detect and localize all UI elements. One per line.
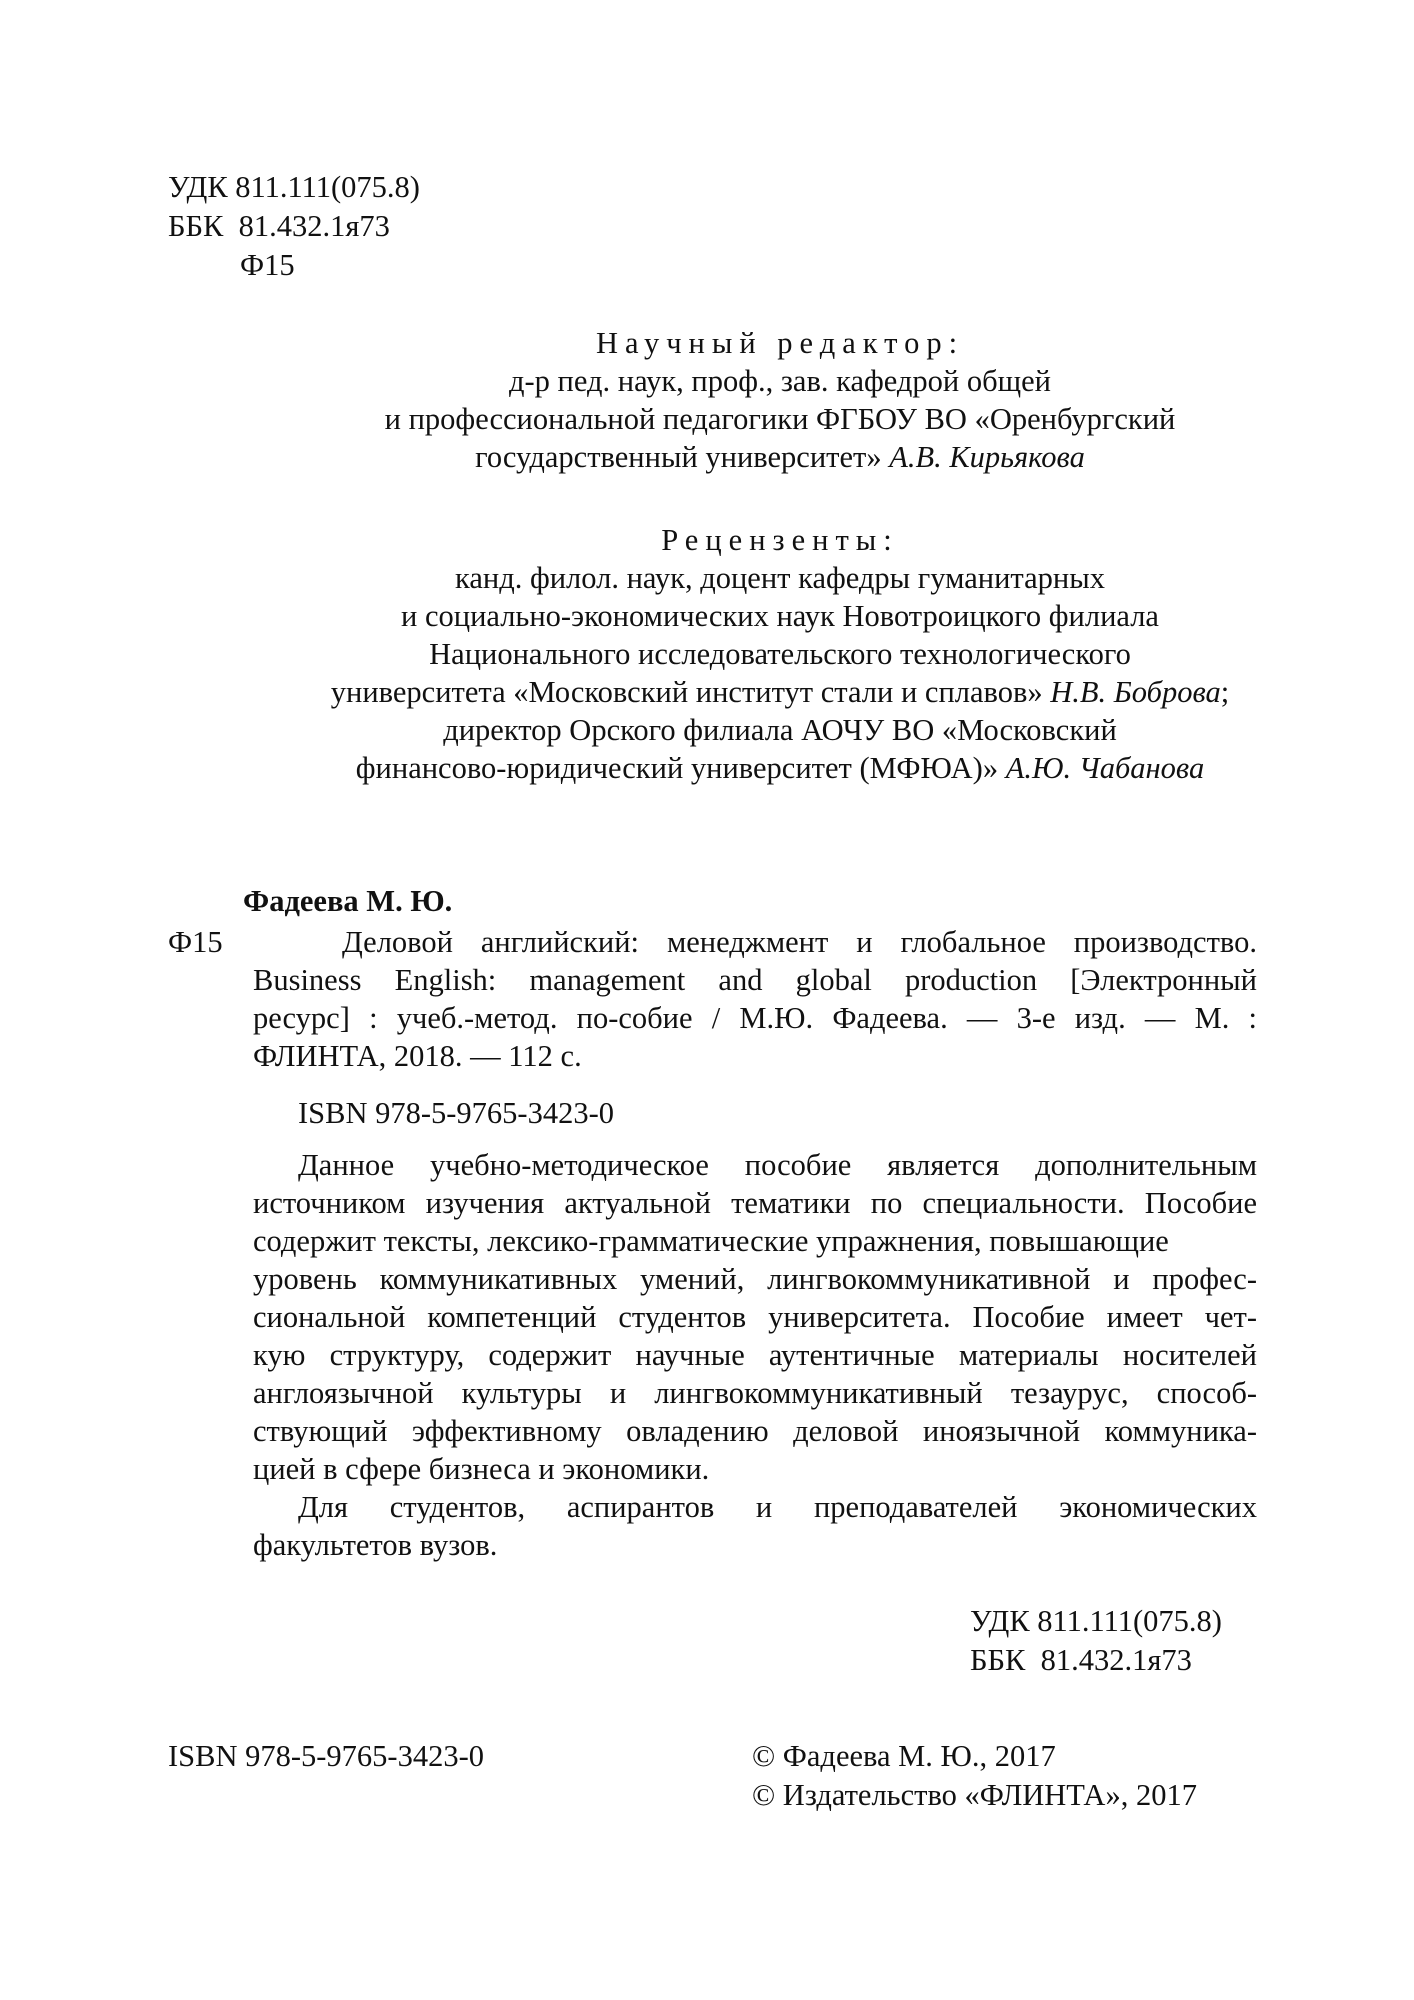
biblio-line-1: Деловой английский: менеджмент и глобальное производство.	[342, 925, 1257, 959]
reviewer1-name: Н.В. Боброва	[1050, 675, 1221, 709]
abstract-p1-line-7: англоязычной культуры и лингвокоммуникативный тезаурус, способ-	[253, 1376, 1257, 1410]
abstract-p1-line-3: содержит тексты, лексико-грамматические упражнения, повышающие	[253, 1224, 1169, 1258]
editor-name: А.В. Кирьякова	[889, 440, 1085, 474]
publisher-copyright: © Издательство «ФЛИНТА», 2017	[752, 1778, 1197, 1812]
reviewers-line-5: директор Орского филиала АОЧУ ВО «Московский	[443, 713, 1117, 747]
editor-section	[200, 324, 1360, 476]
abstract-p2-line-2: факультетов вузов.	[253, 1528, 498, 1562]
header-udk: УДК 811.111(075.8)	[168, 170, 420, 204]
reviewers-section	[200, 521, 1360, 787]
footer-udk: УДК 811.111(075.8)	[970, 1604, 1222, 1638]
abstract-p1-line-4: уровень коммуникативных умений, лингвокоммуникативной и профес-	[253, 1262, 1257, 1296]
abstract-p1-line-8: ствующий эффективному овладению деловой иноязычной коммуника-	[253, 1414, 1257, 1448]
biblio-line-3: ресурс] : учеб.-метод. по-собие / М.Ю. Фадеева. — 3-е изд. — М. :	[253, 1001, 1257, 1035]
editor-line-2: и профессиональной педагогики ФГБОУ ВО «Оренбургский	[384, 402, 1176, 436]
reviewers-line-2: и социально-экономических наук Новотроицкого филиала	[401, 599, 1159, 633]
editor-heading: Научный редактор:	[595, 326, 965, 360]
editor-affiliation-tail: государственный университет»	[475, 440, 882, 474]
author-copyright: © Фадеева М. Ю., 2017	[752, 1739, 1056, 1773]
biblio-isbn: ISBN 978-5-9765-3423-0	[298, 1096, 614, 1130]
reviewers-line-1: канд. филол. наук, доцент кафедры гуманитарных	[454, 561, 1105, 595]
abstract-p1-line-2: источником изучения актуальной тематики по специальности. Пособие	[253, 1186, 1257, 1220]
biblio-author-mark: Ф15	[168, 925, 223, 959]
copyright-isbn: ISBN 978-5-9765-3423-0	[168, 1739, 484, 1773]
biblio-line-4: ФЛИНТА, 2018. — 112 с.	[253, 1039, 582, 1073]
reviewers-line-6	[200, 749, 1360, 787]
header-bbk: ББК 81.432.1я73	[168, 209, 390, 243]
reviewer1-separator: ;	[1220, 675, 1230, 709]
reviewers-line-3: Национального исследовательского технологического	[429, 637, 1131, 671]
editor-line-3	[200, 438, 1360, 476]
header-author-mark: Ф15	[240, 248, 295, 282]
abstract	[253, 1146, 1257, 1564]
abstract-p1-line-6: кую структуру, содержит научные аутентичные материалы носителей	[253, 1338, 1257, 1372]
reviewer2-name: А.Ю. Чабанова	[1005, 751, 1205, 785]
reviewer2-affiliation-tail: финансово-юридический университет (МФЮА)»	[355, 751, 999, 785]
abstract-p1-line-9: цией в сфере бизнеса и экономики.	[253, 1452, 710, 1486]
biblio-line-2: Business English: management and global production [Электронный	[253, 963, 1257, 997]
abstract-p1-line-1: Данное учебно-методическое пособие является дополнительным	[298, 1148, 1257, 1182]
editor-line-1: д-р пед. наук, проф., зав. кафедрой общей	[509, 364, 1051, 398]
abstract-p2-line-1: Для студентов, аспирантов и преподавателей экономических	[298, 1490, 1257, 1524]
reviewers-line-4	[200, 673, 1360, 711]
reviewer1-affiliation-tail: университета «Московский институт стали и сплавов»	[330, 675, 1043, 709]
biblio-author-heading: Фадеева М. Ю.	[243, 884, 453, 918]
reviewers-heading: Рецензенты:	[661, 523, 899, 557]
footer-bbk: ББК 81.432.1я73	[970, 1643, 1192, 1677]
biblio-description	[253, 923, 1257, 1075]
abstract-p1-line-5: сиональной компетенций студентов университета. Пособие имеет чет-	[253, 1300, 1257, 1334]
